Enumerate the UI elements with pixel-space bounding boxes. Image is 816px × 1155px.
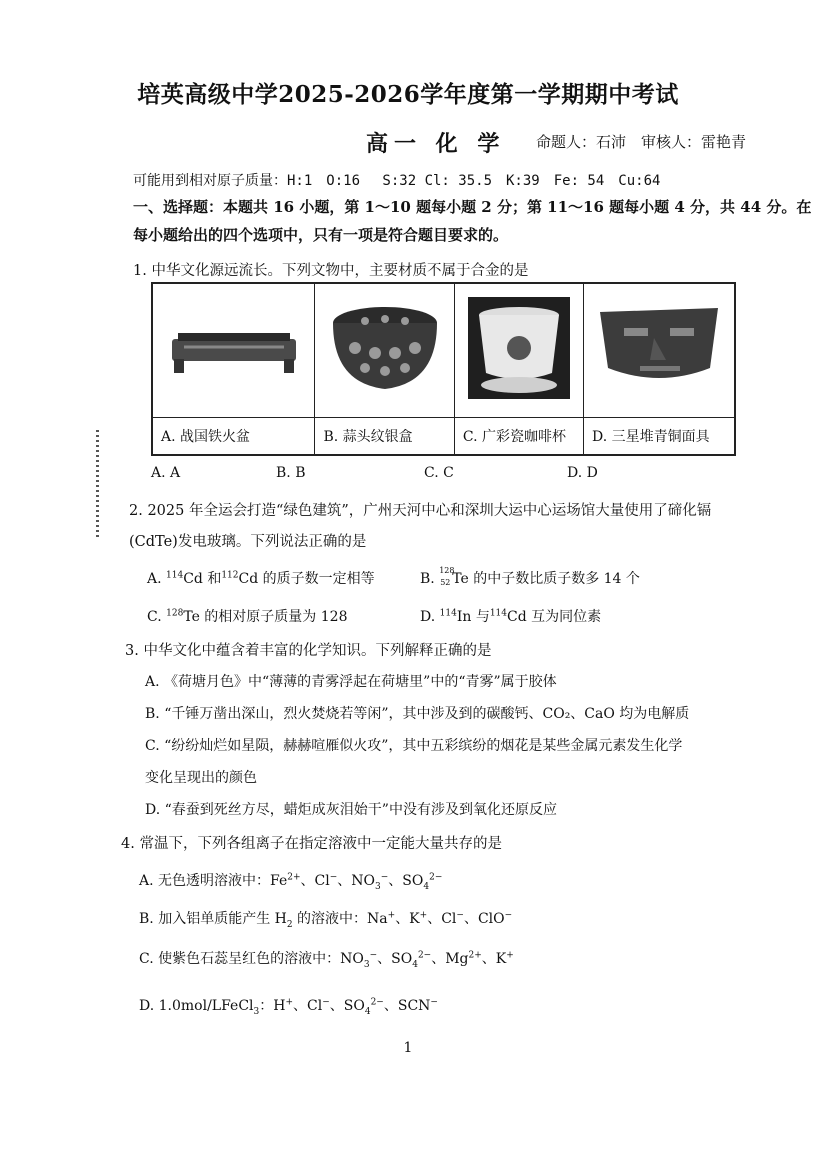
q1-option-a: A. A [151, 465, 181, 481]
q4d-sub2: 4 [364, 1006, 371, 1017]
section-instructions-line2: 每小题给出的四个选项中，只有一项是符合题目要求的。 [133, 226, 509, 244]
q2d-mass2: 114 [489, 608, 508, 619]
q4-option-c [139, 948, 514, 970]
q2a-post: Cd 的质子数一定相等 [238, 571, 375, 587]
q4a-sub1: 3 [375, 881, 381, 892]
q2-option-b [420, 568, 640, 588]
q4d-sub1: 3 [253, 1006, 260, 1017]
artifact-image-a [152, 283, 315, 417]
q2-stem-line1: 2. 2025 年全运会打造“绿色建筑”，广州天河中心和深圳大运中心运场馆大量使用了碲化镉 [129, 503, 712, 519]
q4a-text2: 、Cl [300, 873, 330, 889]
q4a-text1: A. 无色透明溶液中：Fe [139, 873, 288, 889]
q2a-mid: Cd 和 [183, 571, 222, 587]
q2a-mass2: 112 [221, 570, 239, 581]
q2-stem-line2: (CdTe)发电玻璃。下列说法正确的是 [129, 534, 367, 550]
q4c-charge1: − [369, 950, 378, 961]
q1-option-b: B. B [276, 465, 306, 481]
q4d-text4: 、SO [329, 998, 365, 1014]
artifact-caption-c: C. 广彩瓷咖啡杯 [454, 417, 583, 455]
q4a-sub2: 4 [423, 881, 430, 892]
q1-artifact-table [151, 282, 736, 456]
binding-margin-marks [96, 430, 99, 540]
q2b-mass: 128 [439, 566, 455, 575]
q2d-mass1: 114 [439, 608, 457, 619]
q4-option-b [139, 908, 512, 930]
artifact-image-c [454, 283, 583, 417]
q2b-post: Te 的中子数比质子数多 14 个 [452, 571, 640, 587]
artifact-caption-d: D. 三星堆青铜面具 [584, 417, 736, 455]
q4a-charge1: 2+ [287, 872, 301, 883]
q4-option-a [139, 870, 442, 892]
q4b-text2: 的溶液中：Na [292, 911, 388, 927]
q4-stem: 4. 常温下，下列各组离子在指定溶液中一定能大量共存的是 [121, 836, 502, 852]
q4d-charge1: + [285, 997, 294, 1008]
q3-option-a: A. 《荷塘月色》中“薄薄的青雾浮起在荷塘里”中的“青雾”属于胶体 [145, 674, 557, 690]
q2c-mass: 128 [166, 608, 184, 619]
q4a-text4: 、SO [388, 873, 424, 889]
q4-option-d [139, 995, 438, 1017]
q3-option-c-line1: C. “纷纷灿烂如星陨，赫赫喧雁似火攻”，其中五彩缤纷的烟花是某些金属元素发生化学 [145, 738, 683, 754]
artifact-caption-a: A. 战国铁火盆 [152, 417, 315, 455]
iron-brazier-image [164, 313, 304, 383]
q4c-charge4: + [506, 950, 514, 961]
q4a-charge4: 2− [429, 872, 443, 883]
q2d-prefix: D. [420, 609, 440, 625]
q4b-charge3: − [456, 910, 464, 921]
q4d-charge3: 2− [370, 997, 384, 1008]
q4c-text3: 、Mg [431, 951, 469, 967]
q4d-charge2: − [322, 997, 330, 1008]
exam-title: 培英高级中学2025-2026学年度第一学期期中考试 [137, 81, 679, 108]
q2d-post: Cd 互为同位素 [507, 609, 602, 625]
q4c-charge2: 2− [417, 950, 432, 961]
q1-stem: 1. 中华文化源远流长。下列文物中，主要材质不属于合金的是 [133, 263, 529, 279]
q4a-charge3: − [380, 872, 389, 883]
q4a-charge2: − [329, 872, 338, 883]
authors-line: 命题人：石沛 审核人：雷艳青 [536, 133, 747, 151]
q1-option-c: C. C [424, 465, 454, 481]
q2-option-c [147, 606, 347, 626]
q4d-text2: ：H [259, 998, 286, 1014]
q3-option-c-line2: 变化呈现出的颜色 [145, 770, 257, 786]
q4b-sub: 2 [286, 919, 293, 930]
q2-option-d [420, 606, 601, 626]
bronze-mask-image [594, 298, 724, 398]
section-instructions-line1: 一、选择题：本题共 16 小题，第 1～10 题每小题 2 分；第 11～16 题每小题 4 分，共 44 分。在 [133, 198, 812, 216]
q4c-text4: 、K [481, 951, 507, 967]
q4c-text2: 、SO [377, 951, 413, 967]
q2-option-a [147, 568, 375, 588]
q4d-charge4: − [430, 997, 438, 1008]
porcelain-cup-image [464, 293, 574, 403]
q2b-z: 52 [440, 578, 451, 587]
q4b-text3: 、K [395, 911, 420, 927]
q3-option-d: D. “春蚕到死丝方尽，蜡炬成灰泪始干”中没有涉及到氧化还原反应 [145, 802, 557, 818]
q4b-text1: B. 加入铝单质能产生 H [139, 911, 287, 927]
q4a-text3: 、NO [337, 873, 376, 889]
artifact-image-b [315, 283, 454, 417]
q3-stem: 3. 中华文化中蕴含着丰富的化学知识。下列解释正确的是 [125, 643, 492, 659]
silver-box-image [325, 293, 445, 403]
q4c-text1: C. 使紫色石蕊呈红色的溶液中：NO [139, 951, 364, 967]
q4c-sub1: 3 [363, 959, 370, 970]
artifact-image-d [584, 283, 736, 417]
q4b-charge2: + [419, 910, 428, 921]
q2b-isotope [439, 566, 455, 587]
q4b-text4: 、Cl [427, 911, 457, 927]
q2a-mass1: 114 [166, 570, 184, 581]
q2b-prefix: B. [420, 571, 440, 587]
q2c-prefix: C. [147, 609, 167, 625]
q4b-charge1: + [387, 910, 396, 921]
artifact-caption-b: B. 蒜头纹银盒 [315, 417, 454, 455]
q4d-text1: D. 1.0mol/LFeCl [139, 998, 254, 1014]
q2a-prefix: A. [147, 571, 167, 587]
q4d-text5: 、SCN [383, 998, 431, 1014]
page-number: 1 [403, 1040, 413, 1056]
q2c-post: Te 的相对原子质量为 128 [183, 609, 348, 625]
subject-title: 高一 化 学 [366, 131, 506, 157]
q1-option-d: D. D [567, 465, 598, 481]
q4b-charge4: − [504, 910, 513, 921]
q2d-mid: In 与 [456, 609, 490, 625]
q3-option-b: B. “千锤万凿出深山，烈火焚烧若等闲”，其中涉及到的碳酸钙、CO₂、CaO 均为电解质 [145, 706, 690, 722]
q4c-charge3: 2+ [468, 950, 482, 961]
q4c-sub2: 4 [412, 959, 418, 970]
atomic-masses: 可能用到相对原子质量：H:1 O:16 S:32 Cl: 35.5 K:39 Fe: 54 Cu:64 [133, 173, 661, 189]
q4b-text5: 、ClO [463, 911, 505, 927]
q4d-text3: 、Cl [293, 998, 323, 1014]
